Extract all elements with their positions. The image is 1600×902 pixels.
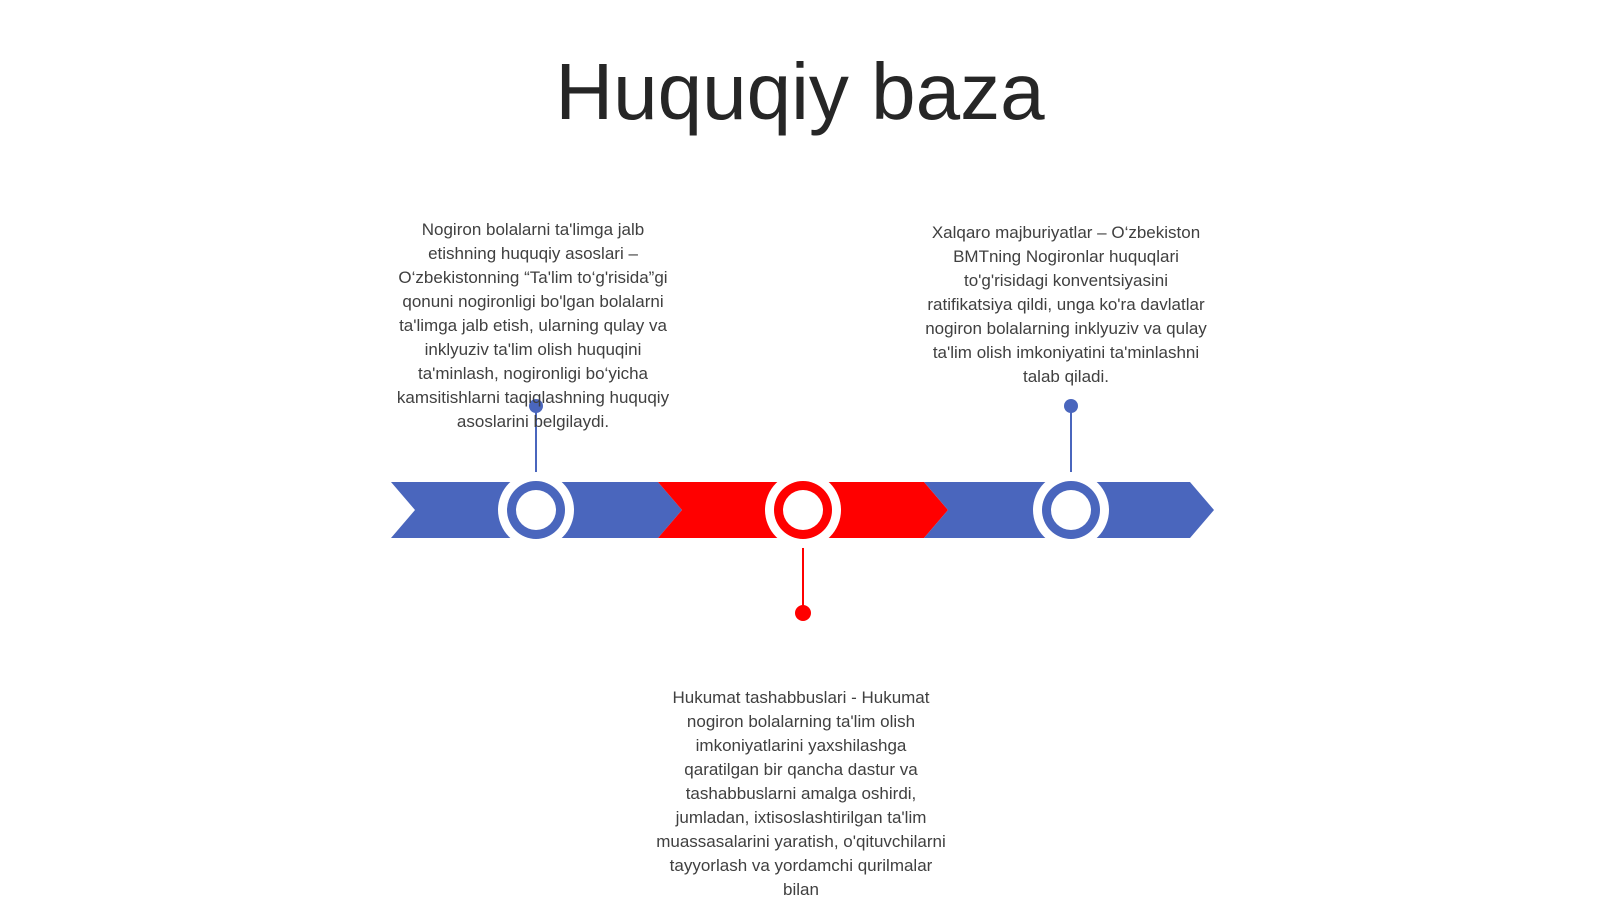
milestone-2-ring-center bbox=[783, 490, 823, 530]
milestone-3-dot bbox=[1064, 399, 1078, 413]
milestone-3-ring-center bbox=[1051, 490, 1091, 530]
milestone-2-dot bbox=[795, 605, 811, 621]
milestone-1-ring-center bbox=[516, 490, 556, 530]
milestone-3-text: Xalqaro majburiyatlar – O‘zbekiston BMTning Nogironlar huquqlari to'g'risidagi konventsiyasini ratifikatsiya qildi, unga ko'ra davlatlar nogiron bolalarning inklyuziv va qulay ta'lim olish imkoniyatini ta'minlashni talab qiladi. bbox=[925, 223, 1207, 386]
milestone-1-text: Nogiron bolalarni ta'limga jalb etishning huquqiy asoslari – O‘zbekistonning “Ta'lim to‘g'risida”gi qonuni nogironligi bo'lgan bolalarni ta'limga jalb etish, ularning qulay va inklyuziv ta'lim olish huquqini ta'minlash, nogironligi bo‘yicha kamsitishlarni taqiqlashning huquqiy asoslarini belgilaydi. bbox=[396, 220, 670, 431]
milestone-2-text: Hukumat tashabbuslari - Hukumat nogiron bolalarning ta'lim olish imkoniyatlarini yaxshilashga qaratilgan bir qancha dastur va tashabbuslarni amalga oshirdi, jumladan, ixtisoslashtirilgan ta'lim muassasalarini yaratish, o'qituvchilarni tayyorlash va yordamchi qurilmalar bilan bbox=[656, 688, 946, 899]
slide-title: Huquqiy baza bbox=[555, 47, 1045, 136]
